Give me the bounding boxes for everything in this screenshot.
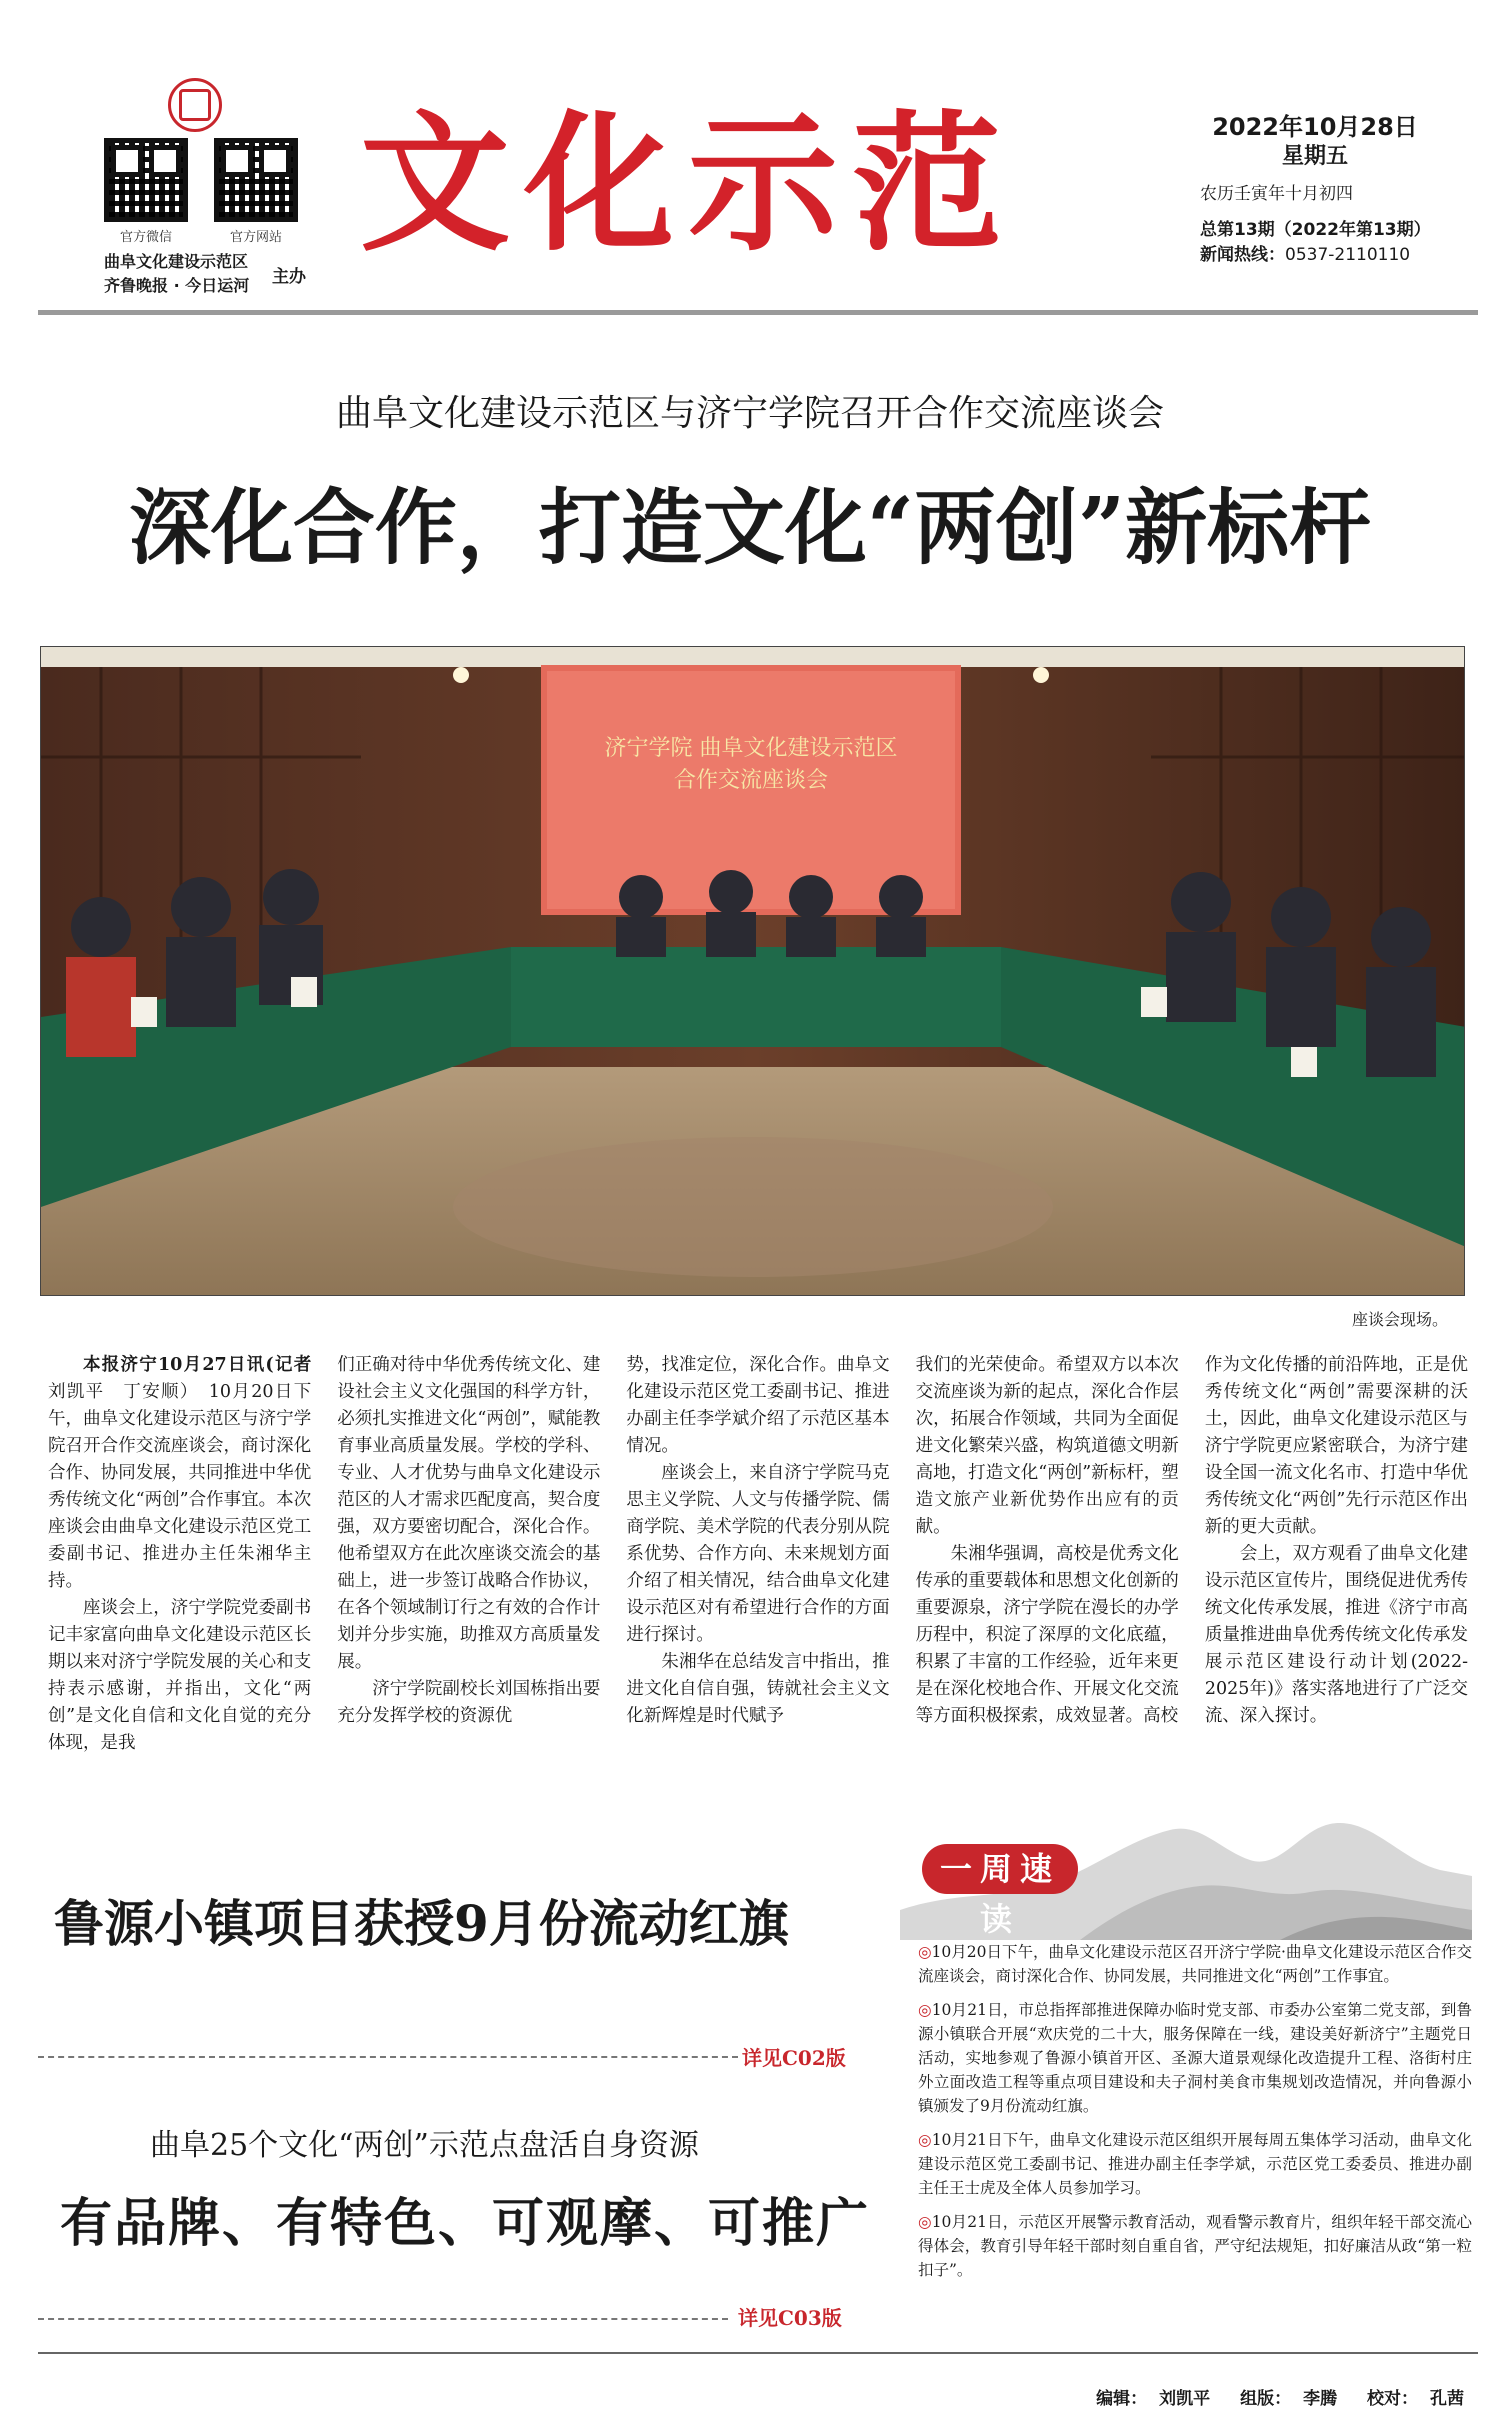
issue-number: 总第13期（2022年第13期）: [1200, 220, 1431, 240]
hotline-number: 0537-2110110: [1285, 245, 1411, 265]
article-paragraph: 朱湘华在总结发言中指出，推进文化自信自强，铸就社会主义文化新辉煌是时代赋予: [626, 1652, 890, 1726]
credit-label: 编辑：: [1096, 2389, 1148, 2409]
article-paragraph: 座谈会上，济宁学院党委副书记丰家富向曲阜文化建设示范区长期以来对济宁学院发展的关心和支持表示感谢，并指出，文化“两创”是文化自信和文化自觉的充分体现，是我: [48, 1598, 312, 1753]
masthead: [0, 0, 1500, 310]
screen-banner-line2: 合作交流座谈会: [673, 768, 829, 793]
digest-item-text: 10月21日，市总指挥部推进保障办临时党支部、市委办公室第二党支部，到鲁源小镇联合开展“欢庆党的二十大，服务保障在一线，建设美好新济宁”主题党日活动，实地参观了鲁源小镇首开区、圣源大道景观绿化改造提升工程、洛街村庄外立面改造工程等重点项目建设和夫子洞村美食市集规划改造情况，并向鲁源小镇颁发了9月份流动红旗。: [918, 2001, 1473, 2115]
issue-weekday: 星期五: [1281, 144, 1348, 169]
organizers: [104, 250, 249, 298]
credit-layout: [1228, 2389, 1337, 2409]
lead-subheadline: 曲阜文化建设示范区与济宁学院召开合作交流座谈会: [335, 393, 1164, 434]
digest-item-text: 10月21日下午，曲阜文化建设示范区组织开展每周五集体学习活动，曲阜文化建设示范区党工委副书记、推进办副主任李学斌，示范区党工委委员、推进办副主任王士虎及全体人员参加学习。: [918, 2131, 1473, 2197]
list-item: [918, 1998, 1472, 2118]
website-qr-code-icon[interactable]: [214, 138, 298, 222]
promo-divider-1: [38, 2056, 738, 2058]
article-column-2: [337, 1352, 600, 1757]
article-column-4: [916, 1352, 1179, 1757]
article-paragraph: 作为文化传播的前沿阵地，正是优秀传统文化“两创”需要深耕的沃土，因此，曲阜文化建设示范区与济宁学院更应紧密联合，为济宁建设全国一流文化名市、打造中华优秀传统文化“两创”先行示范区作出新的更大贡献。: [1204, 1355, 1469, 1537]
article-paragraph: 们正确对待中华优秀传统文化、建设社会主义文化强国的科学方针，必须扎实推进文化“两创”，赋能教育事业高质量发展。学校的学科、专业、人才优势与曲阜文化建设示范区的人才需求匹配度高，契合度强，双方要密切配合，深化合作。他希望双方在此次座谈交流会的基础上，进一步签订战略合作协议，在各个领域制订行之有效的合作计划并分步实施，助推双方高质量发展。: [337, 1355, 601, 1672]
meeting-photo-illustration: [41, 647, 1465, 1296]
article-paragraph: 会上，双方观看了曲阜文化建设示范区宣传片，围绕促进优秀传统文化传承发展，推进《济宁市高质量推进曲阜优秀传统文化传承发展示范区建设行动计划(2022-2025年)》落实落地进行了广泛交流、深入探讨。: [1204, 1544, 1469, 1726]
credit-name: 李腾: [1303, 2389, 1338, 2409]
article-dateline: 本报济宁10月27日讯(记者: [83, 1355, 312, 1375]
article-paragraph: 我们的光荣使命。希望双方以本次交流座谈为新的起点，深化合作层次，拓展合作领域，共同为全面促进文化繁荣兴盛，构筑道德文明新高地，打造文化“两创”新标杆，塑造文旅产业新优势作出应有的贡献。: [915, 1355, 1179, 1537]
meeting-photo: [40, 646, 1465, 1296]
host-label: 主办: [272, 267, 306, 287]
article-paragraph: 座谈会上，来自济宁学院马克思主义学院、人文与传播学院、儒商学院、美术学院的代表分别从院系优势、合作方向、未来规划方面介绍了相关情况，结合曲阜文化建设示范区对有希望进行合作的方面进行探讨。: [626, 1463, 890, 1645]
lead-headline: 深化合作，打造文化“两创”新标杆: [128, 480, 1372, 576]
footer-divider: [38, 2352, 1478, 2354]
promo-headline-2[interactable]: 有品牌、有特色、可观摩、可推广: [60, 2193, 871, 2254]
lunar-date: 农历壬寅年十月初四: [1200, 184, 1353, 204]
credit-editor: [1084, 2389, 1210, 2409]
credit-name: 孔茜: [1430, 2389, 1464, 2409]
week-digest: [900, 1800, 1472, 2340]
credit-name: 刘凯平: [1159, 2389, 1211, 2409]
organizer-1: 曲阜文化建设示范区: [104, 252, 249, 271]
digest-marker-icon: ◎: [918, 2131, 932, 2149]
page-credits: [1072, 2384, 1464, 2409]
promo-headline-1[interactable]: 鲁源小镇项目获授9月份流动红旗: [54, 1894, 789, 1953]
digest-item-text: 10月20日下午，曲阜文化建设示范区召开济宁学院·曲阜文化建设示范区合作交流座谈会，商讨深化合作、协同发展，共同推进文化“两创”工作事宜。: [918, 1943, 1472, 1985]
digest-item-text: 10月21日，示范区开展警示教育活动，观看警示教育片，组织年轻干部交流心得体会，教育引导年轻干部时刻自重自省，严守纪法规矩，扣好廉洁从政“第一粒扣子”。: [918, 2213, 1473, 2279]
promo-divider-2: [38, 2318, 728, 2320]
news-hotline: [1200, 242, 1480, 268]
article-column-3: [626, 1352, 889, 1757]
digest-marker-icon: ◎: [918, 2213, 932, 2231]
article-paragraph: 朱湘华强调，高校是优秀文化传承的重要载体和思想文化创新的重要源泉，济宁学院在漫长的办学历程中，积淀了深厚的文化底蕴，积累了丰富的工作经验，近年来更是在深化校地合作、开展文化交流等方面积极探索，成效显著。高校: [915, 1544, 1179, 1726]
screen-banner-line1: 济宁学院 曲阜文化建设示范区: [604, 736, 898, 761]
article-text: 刘凯平 丁安顺） 10月20日下午，曲阜文化建设示范区与济宁学院召开合作交流座谈会，商讨深化合作、协同发展，共同推进中华优秀传统文化“两创”合作事宜。本次座谈会由曲阜文化建设示范区党工委副书记、推进办主任朱湘华主持。: [48, 1382, 312, 1591]
article-paragraph: 济宁学院副校长刘国栋指出要充分发挥学校的资源优: [337, 1679, 601, 1726]
emblem-seal-icon: [168, 78, 222, 132]
wechat-qr-code-icon[interactable]: [104, 138, 188, 222]
list-item: [918, 1940, 1472, 1988]
organizer-2: 齐鲁晚报 · 今日运河: [104, 276, 250, 295]
article-column-5: [1205, 1352, 1468, 1757]
promo-subheadline-2: 曲阜25个文化“两创”示范点盘活自身资源: [150, 2128, 699, 2163]
credit-label: 组版：: [1240, 2389, 1292, 2409]
see-page-link-1[interactable]: 详见C02版: [742, 2046, 846, 2070]
qr-label-website: 官方网站: [229, 230, 282, 245]
hotline-label: 新闻热线：: [1200, 245, 1285, 265]
masthead-divider: [38, 310, 1478, 315]
see-page-link-2[interactable]: 详见C03版: [738, 2306, 842, 2330]
article-column-1: [48, 1352, 311, 1757]
photo-caption: 座谈会现场。: [1351, 1310, 1448, 1329]
article-paragraph: 势，找准定位，深化合作。曲阜文化建设示范区党工委副书记、推进办副主任李学斌介绍了示范区基本情况。: [626, 1355, 890, 1456]
lead-article-body: [48, 1352, 1468, 1757]
qr-label-wechat: 官方微信: [119, 230, 172, 245]
digest-list: [918, 1940, 1472, 2292]
digest-marker-icon: ◎: [918, 1943, 932, 1961]
list-item: [918, 2128, 1472, 2200]
article-paragraph: [48, 1352, 311, 1595]
issue-date: 2022年10月28日: [1212, 113, 1418, 141]
newspaper-title: 文化示范: [360, 98, 1017, 272]
digest-marker-icon: ◎: [918, 2001, 932, 2019]
credit-proofreader: [1355, 2389, 1464, 2409]
credit-label: 校对：: [1367, 2389, 1418, 2409]
issue-info: [1200, 112, 1480, 268]
digest-title: 一周速读: [922, 1844, 1078, 1894]
list-item: [918, 2210, 1472, 2282]
